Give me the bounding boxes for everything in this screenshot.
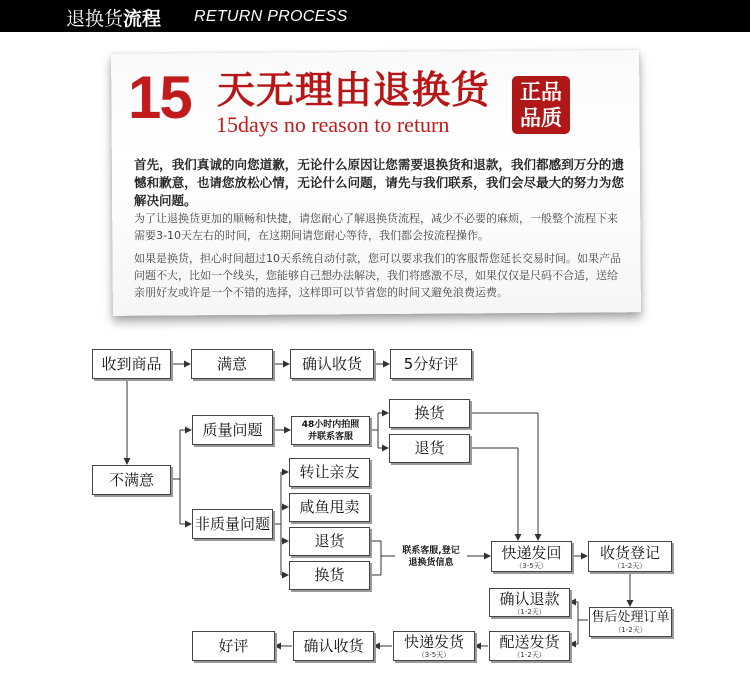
photo-note-line-2: 并联系客服 [307,432,353,442]
exchange-option-label: 换货 [314,566,345,584]
contact-note-line-1: 联系客服,登记 [402,546,460,556]
process-paragraph: 为了让退换货更加的顺畅和快捷，请您耐心了解退换货流程，减少不必要的麻烦，一般整个流程下来需要3-10天左右的时间，在这期间请您耐心等待，我们都会按流程操作。 [134,212,618,242]
header-title-bold: 流程 [123,8,162,30]
good-review-box [192,631,275,661]
tips-paragraph: 如果是换货，担心时间超过10天系统自动付款，您可以要求我们的客服帮您延长交易时间。如果产品问题不大，比如一个线头，您能够自己想办法解决，我们将感激不尽，如果仅仅是尺码不合适，送给亲朋好友或许是一个不错的选择，这样即可以节省您的时间又避免浪费运费。 [134,252,621,299]
badge-line-1: 正品 [520,80,562,104]
dispatch-days: （1-2天） [513,651,546,659]
exchange-option-box [289,561,370,590]
express-return-days: （3-5天） [515,562,548,570]
express-send-days: （3-5天） [417,651,451,659]
resell-box [289,493,370,522]
express-return-box [491,541,572,572]
confirm-refund-days: （1-2天） [513,608,546,616]
exchange-box [389,399,470,428]
photo-note-line-1: 48小时内拍照 [301,420,360,430]
refund-option-label: 退货 [314,532,345,550]
confirm-refund-label: 确认退款 [499,590,560,608]
contact-note-line-2: 退换货信息 [408,558,454,568]
receive-register-label: 收货登记 [599,544,660,562]
apology-paragraph: 首先，我们真诚的向您道歉，无论什么原因让您需要退换货和退款，我们都感到万分的遗憾和歉意，也请您放松心情，无论什么问题，请先与我们联系，我们会尽最大的努力为您解决问题。 [134,157,624,208]
contact-register-note [393,545,469,569]
good-review-label: 好评 [218,637,249,655]
received-goods-box [92,349,171,379]
quality-issue-label: 质量问题 [202,421,263,439]
receive-register-days: （1-2天） [613,562,647,570]
non-quality-issue-label: 非质量问题 [194,515,270,533]
five-star-box [390,349,472,379]
after-sale-days: （1-2天） [614,626,647,634]
dispatch-label: 配送发货 [499,633,560,651]
confirm-receipt-final-label: 确认收货 [303,637,364,655]
after-sale-box [589,607,672,637]
satisfied-box [191,349,273,379]
after-sale-label: 售后处理订单 [591,610,670,625]
refund-box [389,434,470,463]
five-star-label: 5分好评 [403,355,459,373]
quality-issue-box [192,415,273,445]
receive-register-box [588,541,672,572]
resell-label: 咸鱼甩卖 [299,498,360,516]
refund-option-box [289,527,370,556]
express-return-label: 快递发回 [501,544,562,562]
received-goods-label: 收到商品 [101,355,162,373]
refund-label: 退货 [414,439,445,457]
photo-contact-note [291,416,370,445]
unsatisfied-label: 不满意 [108,471,154,489]
confirm-receipt-final-box [293,631,374,661]
hero-number: 15 [128,64,191,131]
express-send-box [393,631,475,661]
hero-subline: 15days no reason to return [216,112,450,137]
unsatisfied-box [92,465,171,495]
header-title-en: RETURN PROCESS [194,8,348,25]
transfer-friend-box [289,458,370,487]
dispatch-box [489,631,570,661]
express-send-label: 快递发货 [403,633,464,651]
badge-line-2: 品质 [520,106,562,130]
confirm-receipt-label: 确认收货 [301,355,362,373]
non-quality-issue-box [192,509,273,539]
confirm-receipt-box [290,349,374,379]
exchange-label: 换货 [414,404,445,422]
satisfied-label: 满意 [216,355,247,373]
confirm-refund-box [489,588,570,617]
hero-headline: 天无理由退换货 [217,68,491,112]
header-title-plain: 退换货 [66,8,124,30]
transfer-friend-label: 转让亲友 [299,463,360,481]
